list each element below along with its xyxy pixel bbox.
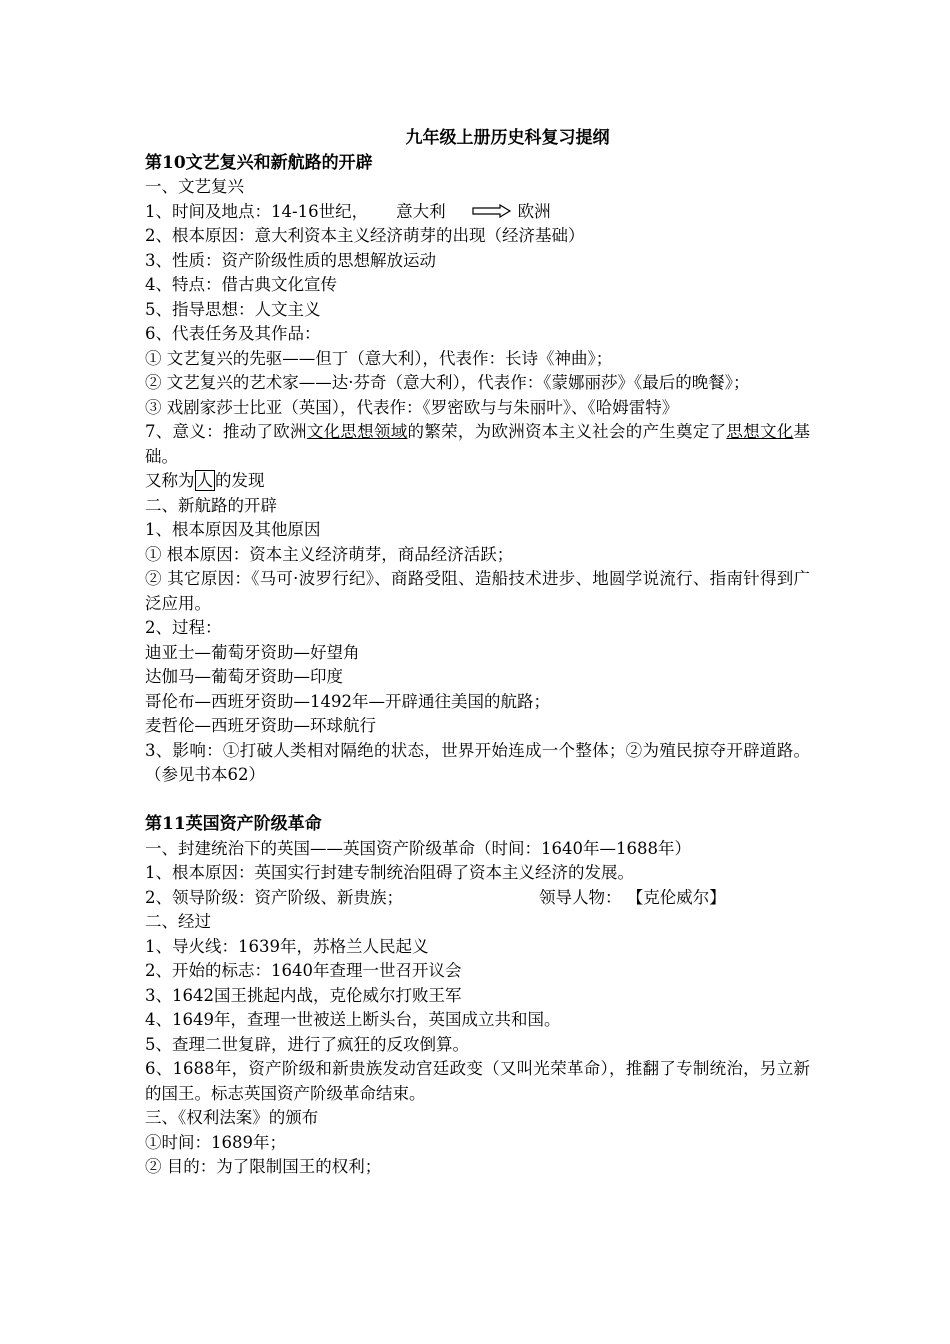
columbus-line: 哥伦布—西班牙资助—1492年—开辟通往美国的航路； <box>145 691 550 711</box>
dante-line: ① 文艺复兴的先驱——但丁（意大利），代表作：长诗《神曲》； <box>145 348 613 368</box>
part-bill-of-rights-heading: 三、《权利法案》的颁布 <box>145 1108 319 1127</box>
trigger-line: 1、导火线：1639年，苏格兰人民起义 <box>145 936 429 956</box>
boxed-character: 人 <box>196 471 213 490</box>
shakespeare-line: ③ 戏剧家莎士比亚（英国），代表作：《罗密欧与与朱丽叶》、《哈姆雷特》 <box>145 397 679 417</box>
gama-line: 达伽马—葡萄牙资助—印度 <box>145 667 343 686</box>
impact-line: 3、影响：①打破人类相对隔绝的状态，世界开始连成一个整体；②为殖民掠夺开辟道路。（参见书本62） <box>145 740 810 784</box>
part-process-heading: 二、经过 <box>145 912 211 931</box>
document-page <box>145 126 810 1180</box>
bill-time-line: ①时间：1689年； <box>145 1132 286 1152</box>
section-11-heading: 第11英国资产阶级革命 <box>145 814 322 834</box>
restoration-line: 5、查理二世复辟，进行了疯狂的反攻倒算。 <box>145 1034 469 1054</box>
dias-line: 迪亚士—葡萄牙资助—好望角 <box>145 642 360 662</box>
right-arrow-icon <box>472 201 512 215</box>
part-feudal-england-heading: 一、封建统治下的英国——英国资产阶级革命（时间：1640年—1688年） <box>145 838 691 858</box>
nature-line: 3、性质：资产阶级性质的思想解放运动 <box>145 250 436 270</box>
place-from: 意大利 <box>396 201 446 221</box>
alias-line: 又称为 人 的发现 <box>145 471 265 490</box>
significance-line: 7、意义：推动了欧洲文化思想领域的繁荣，为欧洲资本主义社会的产生奠定了思想文化基础。 <box>145 422 811 466</box>
time-label: 1、时间及地点：14-16世纪， <box>145 201 369 221</box>
feature-line: 4、特点：借古典文化宣传 <box>145 275 337 294</box>
da-vinci-line: ② 文艺复兴的艺术家——达·芬奇（意大利），代表作：《蒙娜丽莎》《最后的晚餐》； <box>145 373 750 392</box>
part-new-routes-heading: 二、新航路的开辟 <box>145 495 277 515</box>
england-root-cause-line: 1、根本原因：英国实行封建专制统治阻碍了资本主义经济的发展。 <box>145 863 634 882</box>
magellan-line: 麦哲伦—西班牙资助—环球航行 <box>145 716 376 735</box>
start-line: 2、开始的标志：1640年查理一世召开议会 <box>145 961 462 980</box>
ideology-line: 5、指导思想：人文主义 <box>145 299 321 319</box>
document-title: 九年级上册历史科复习提纲 <box>405 128 610 148</box>
glorious-revolution-line: 6、1688年，资产阶级和新贵族发动宫廷政变（又叫光荣革命），推翻了专制统治，另立新的国王。标志英国资产阶级革命结束。 <box>145 1059 810 1103</box>
civil-war-line: 3、1642国王挑起内战，克伦威尔打败王军 <box>145 985 462 1005</box>
leader-name: 【克伦威尔】 <box>626 887 726 907</box>
place-to: 欧洲 <box>517 201 551 221</box>
process-line: 2、过程： <box>145 618 222 637</box>
republic-line: 4、1649年，查理一世被送上断头台，英国成立共和国。 <box>145 1010 561 1029</box>
section-10-heading: 第10文艺复兴和新航路的开辟 <box>145 152 373 173</box>
part-renaissance-heading: 一、文艺复兴 <box>145 177 244 196</box>
underlined-culture-field: 文化思想领域 <box>306 422 408 441</box>
root-cause-line: 2、根本原因：意大利资本主义经济萌芽的出现（经济基础） <box>145 226 585 245</box>
bill-purpose-line: ② 目的：为了限制国王的权利； <box>145 1157 382 1176</box>
leadership-line: 2、领导阶级：资产阶级、新贵族； 领导人物： 【克伦威尔】 <box>145 887 726 907</box>
time-place-line <box>145 200 810 225</box>
causes-line: 1、根本原因及其他原因 <box>145 520 321 539</box>
representatives-line: 6、代表任务及其作品： <box>145 324 321 343</box>
root-cause-routes-line: ① 根本原因：资本主义经济萌芽，商品经济活跃； <box>145 544 514 564</box>
underlined-thought-culture: 思想文化 <box>726 422 794 441</box>
other-causes-line: ② 其它原因：《马可·波罗行纪》、商路受阻、造船技术进步、地圆学说流行、指南针得到广泛应用。 <box>145 569 810 613</box>
